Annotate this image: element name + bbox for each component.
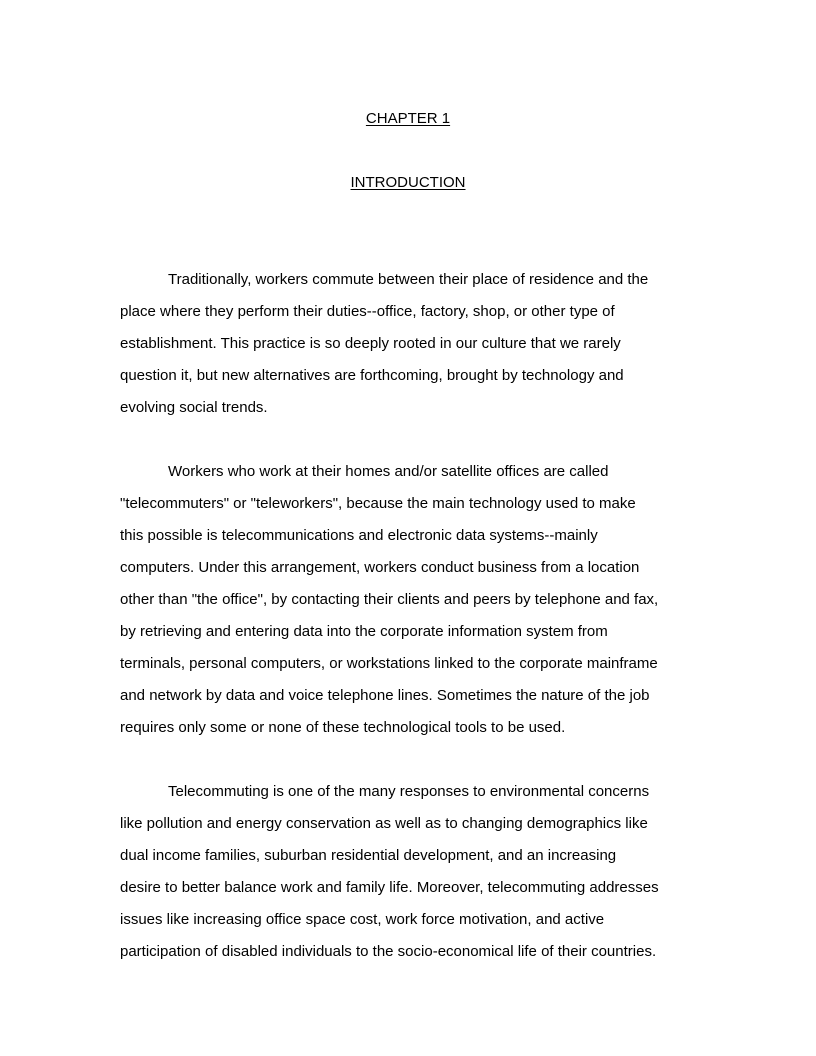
- text-line: like pollution and energy conservation as well as to changing demographics like: [120, 815, 648, 832]
- text-line: and network by data and voice telephone lines. Sometimes the nature of the job: [120, 687, 650, 704]
- text-line: Traditionally, workers commute between their place of residence and the: [168, 271, 649, 288]
- text-line: issues like increasing office space cost, work force motivation, and active: [120, 911, 605, 928]
- text-line: requires only some or none of these technological tools to be used.: [120, 719, 566, 736]
- text-line: other than "the office", by contacting their clients and peers by telephone and fax,: [120, 591, 659, 608]
- text-line: computers. Under this arrangement, workers conduct business from a location: [120, 559, 640, 576]
- paragraph-1: [120, 264, 700, 424]
- text-line: desire to better balance work and family life. Moreover, telecommuting addresses: [120, 879, 659, 896]
- text-line: establishment. This practice is so deeply rooted in our culture that we rarely: [120, 335, 621, 352]
- text-line: place where they perform their duties--office, factory, shop, or other type of: [120, 303, 615, 320]
- paragraph-3: [120, 776, 700, 968]
- text-line: dual income families, suburban residential development, and an increasing: [120, 847, 617, 864]
- body-text: [120, 264, 700, 1000]
- text-line: Workers who work at their homes and/or satellite offices are called: [168, 463, 609, 480]
- text-line: participation of disabled individuals to the socio-economical life of their countries.: [120, 943, 657, 960]
- chapter-heading: CHAPTER 1: [365, 110, 451, 127]
- section-heading: INTRODUCTION: [350, 174, 466, 191]
- text-line: Telecommuting is one of the many responses to environmental concerns: [168, 783, 650, 800]
- text-line: evolving social trends.: [120, 399, 268, 416]
- text-line: "telecommuters" or "teleworkers", because the main technology used to make: [120, 495, 636, 512]
- text-line: by retrieving and entering data into the corporate information system from: [120, 623, 608, 640]
- text-line: terminals, personal computers, or workstations linked to the corporate mainframe: [120, 655, 658, 672]
- text-line: this possible is telecommunications and electronic data systems--mainly: [120, 527, 598, 544]
- paragraph-2: [120, 456, 700, 744]
- text-line: question it, but new alternatives are forthcoming, brought by technology and: [120, 367, 624, 384]
